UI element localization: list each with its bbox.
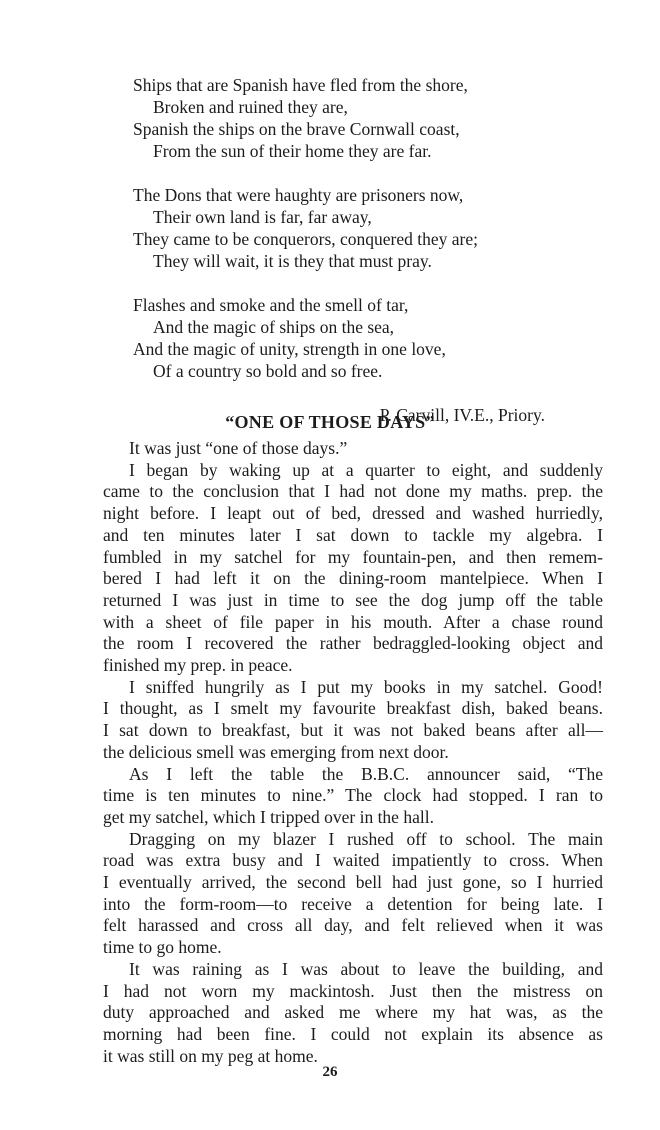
article-line: with a sheet of file paper in his mouth. After a chase round (103, 611, 603, 632)
poem-stanza (133, 74, 593, 162)
poem-line: Broken and ruined they are, (153, 97, 348, 117)
poem-line: From the sun of their home they are far. (153, 141, 432, 161)
article-line: came to the conclusion that I had not done my maths. prep. the (103, 481, 603, 502)
article-line: into the form-room—to receive a detention for being late. I (103, 893, 603, 914)
article-line: I began by waking up at a quarter to eight, and suddenly (129, 459, 603, 480)
article-line: night before. I leapt out of bed, dressed and washed hurriedly, (103, 503, 603, 524)
poem (133, 74, 593, 426)
article-line: As I left the table the B.B.C. announcer said, “The (129, 763, 603, 784)
article-line: returned I was just in time to see the dog jump off the table (103, 589, 603, 610)
article-line: morning had been fine. I could not explain its absence as (103, 1023, 603, 1044)
article-line: duty approached and asked me where my hat was, as the (103, 1002, 603, 1023)
article-line: finished my prep. in peace. (103, 655, 293, 676)
poem-line: They came to be conquerors, conquered they are; (133, 229, 478, 249)
article-line: I thought, as I smelt my favourite breakfast dish, baked beans. (103, 698, 603, 719)
poem-line: Spanish the ships on the brave Cornwall coast, (133, 119, 460, 139)
article-line: It was just “one of those days.” (129, 438, 348, 458)
article-line: time to go home. (103, 937, 222, 958)
poem-line: They will wait, it is they that must pray. (153, 251, 432, 271)
poem-line: And the magic of ships on the sea, (153, 317, 395, 337)
page-number: 26 (322, 1064, 338, 1080)
poem-line: Of a country so bold and so free. (153, 361, 383, 381)
article-line: felt harassed and cross all day, and felt relieved when it was (103, 915, 603, 936)
article-title: “ONE OF THOSE DAYS” (225, 412, 435, 432)
article-body (103, 438, 603, 1067)
article-line: and ten minutes later I sat down to tackle my algebra. I (103, 524, 603, 545)
article-line: the room I recovered the rather bedraggled-looking object and (103, 633, 603, 654)
poem-line: The Dons that were haughty are prisoners now, (133, 185, 464, 205)
article-line: bered I had left it on the dining-room mantelpiece. When I (103, 568, 603, 589)
article-line: the delicious smell was emerging from next door. (103, 741, 449, 762)
article-line: I had not worn my mackintosh. Just then the mistress on (103, 980, 603, 1001)
poem-line: Ships that are Spanish have fled from the shore, (133, 75, 468, 95)
poem-line: Flashes and smoke and the smell of tar, (133, 295, 409, 315)
poem-stanza (133, 294, 593, 382)
article-line: I sniffed hungrily as I put my books in my satchel. Good! (129, 676, 603, 697)
article-line: it was still on my peg at home. (103, 1045, 318, 1066)
article-line: I sat down to breakfast, but it was not baked beans after all— (103, 720, 603, 741)
article-line: Dragging on my blazer I rushed off to school. The main (129, 828, 603, 849)
article-line: It was raining as I was about to leave the building, and (129, 958, 603, 979)
article-line: time is ten minutes to nine.” The clock had stopped. I ran to (103, 785, 603, 806)
article-line: fumbled in my satchel for my fountain-pen, and then remem- (103, 546, 603, 567)
poem-line: And the magic of unity, strength in one love, (133, 339, 446, 359)
article-line: road was extra busy and I waited impatiently to cross. When (103, 850, 603, 871)
poem-line: Their own land is far, far away, (153, 207, 372, 227)
poem-attribution: P. Carvill, IV.E., Priory. (379, 405, 545, 425)
article-line: get my satchel, which I tripped over in the hall. (103, 806, 434, 827)
poem-stanza (133, 184, 593, 272)
article-line: I eventually arrived, the second bell had just gone, so I hurried (103, 872, 603, 893)
